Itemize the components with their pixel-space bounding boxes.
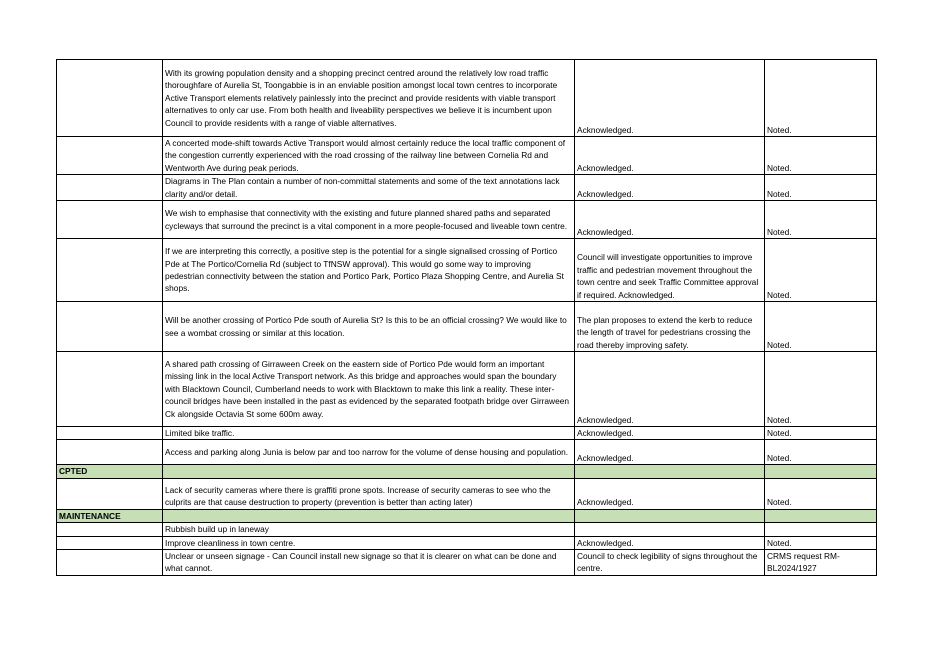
comment-cell: Access and parking along Junia is below par and too narrow for the volume of dense housing and population. xyxy=(163,440,575,465)
table-row xyxy=(57,352,877,427)
comment-cell: Unclear or unseen signage - Can Council install new signage so that it is clearer on what can be done and what cannot. xyxy=(163,550,575,576)
response-cell: Council will investigate opportunities to improve traffic and pedestrian movement throughout the town centre and seek Traffic Committee approval if required. Acknowledged. xyxy=(575,239,765,302)
comment-cell: Will be another crossing of Portico Pde south of Aurelia St? Is this to be an official crossing? We would like to see a wombat crossing or similar at this location. xyxy=(163,302,575,352)
comment-cell: We wish to emphasise that connectivity with the existing and future planned shared paths and separated cycleways that surround the precinct is a vital component in a more people-focused and liveable town centre. xyxy=(163,201,575,239)
table-row xyxy=(57,523,877,536)
table-row xyxy=(57,427,877,440)
response-cell: Acknowledged. xyxy=(575,201,765,239)
action-cell xyxy=(765,523,877,536)
section-fill-cell xyxy=(163,465,575,478)
comment-cell: Rubbish build up in laneway xyxy=(163,523,575,536)
section-fill-cell xyxy=(765,509,877,522)
table-row xyxy=(57,60,877,137)
response-cell: Acknowledged. xyxy=(575,60,765,137)
response-cell: Acknowledged. xyxy=(575,352,765,427)
category-cell xyxy=(57,427,163,440)
response-cell: Acknowledged. xyxy=(575,478,765,509)
comment-cell: A shared path crossing of Girraween Creek on the eastern side of Portico Pde would form an important missing link in the local Active Transport network. As this bridge and approaches would span the boundary with Blacktown Council, Cumberland needs to work with Blacktown to make this link a reality. These inter-council bridges have been installed in the past as evidenced by the separated footpath bridge over Girraween Ck alongside Octavia St some 600m away. xyxy=(163,352,575,427)
action-cell: Noted. xyxy=(765,440,877,465)
submissions-table xyxy=(56,59,877,576)
action-cell: CRMS request RM-BL2024/1927 xyxy=(765,550,877,576)
category-cell xyxy=(57,536,163,549)
action-cell: Noted. xyxy=(765,352,877,427)
section-label: MAINTENANCE xyxy=(57,509,163,522)
action-cell: Noted. xyxy=(765,536,877,549)
category-cell xyxy=(57,440,163,465)
response-cell: Acknowledged. xyxy=(575,427,765,440)
comment-cell: Improve cleanliness in town centre. xyxy=(163,536,575,549)
section-fill-cell xyxy=(765,465,877,478)
section-label: CPTED xyxy=(57,465,163,478)
comment-cell: A concerted mode-shift towards Active Transport would almost certainly reduce the local traffic component of the congestion currently experienced with the road crossing of the railway line between Cornelia Rd and Wentworth Ave during peak periods. xyxy=(163,137,575,175)
category-cell xyxy=(57,302,163,352)
table-row xyxy=(57,137,877,175)
section-fill-cell xyxy=(163,509,575,522)
action-cell: Noted. xyxy=(765,302,877,352)
category-cell xyxy=(57,175,163,201)
table-row xyxy=(57,302,877,352)
section-fill-cell xyxy=(575,509,765,522)
section-header-row xyxy=(57,509,877,522)
response-cell: Acknowledged. xyxy=(575,137,765,175)
category-cell xyxy=(57,201,163,239)
comment-cell: Limited bike traffic. xyxy=(163,427,575,440)
section-header-row xyxy=(57,465,877,478)
category-cell xyxy=(57,478,163,509)
table-row xyxy=(57,175,877,201)
table-row xyxy=(57,201,877,239)
category-cell xyxy=(57,352,163,427)
response-cell xyxy=(575,523,765,536)
response-cell: Acknowledged. xyxy=(575,440,765,465)
comment-cell: If we are interpreting this correctly, a positive step is the potential for a single signalised crossing of Portico Pde at The Portico/Cornelia Rd (subject to TfNSW approval). This would go some way to improving pedestrian connectivity between the station and Portico Park, Portico Plaza Shopping Centre, and Aurelia St shops. xyxy=(163,239,575,302)
comment-cell: Lack of security cameras where there is graffiti prone spots. Increase of security cameras to see who the culprits are that cause destruction to property (prevention is better than acting later) xyxy=(163,478,575,509)
table-row xyxy=(57,239,877,302)
section-fill-cell xyxy=(575,465,765,478)
action-cell: Noted. xyxy=(765,478,877,509)
action-cell: Noted. xyxy=(765,239,877,302)
table-row xyxy=(57,440,877,465)
action-cell: Noted. xyxy=(765,175,877,201)
action-cell: Noted. xyxy=(765,137,877,175)
comment-cell: With its growing population density and a shopping precinct centred around the relatively low road traffic thoroughfare of Aurelia St, Toongabbie is in an enviable position amongst local town centres to incorporate Active Transport elements relatively painlessly into the precinct and provide residents with viable transport alternatives to only car use. From both health and liveability perspectives we believe it is incumbent upon Council to provide residents with a range of viable alternatives. xyxy=(163,60,575,137)
category-cell xyxy=(57,239,163,302)
category-cell xyxy=(57,137,163,175)
table-row xyxy=(57,478,877,509)
action-cell: Noted. xyxy=(765,60,877,137)
action-cell: Noted. xyxy=(765,427,877,440)
response-cell: Acknowledged. xyxy=(575,536,765,549)
category-cell xyxy=(57,523,163,536)
table-row xyxy=(57,550,877,576)
comment-cell: Diagrams in The Plan contain a number of non-committal statements and some of the text annotations lack clarity and/or detail. xyxy=(163,175,575,201)
category-cell xyxy=(57,60,163,137)
action-cell: Noted. xyxy=(765,201,877,239)
category-cell xyxy=(57,550,163,576)
response-cell: Acknowledged. xyxy=(575,175,765,201)
response-cell: The plan proposes to extend the kerb to reduce the length of travel for pedestrians crossing the road thereby improving safety. xyxy=(575,302,765,352)
table-row xyxy=(57,536,877,549)
response-cell: Council to check legibility of signs throughout the centre. xyxy=(575,550,765,576)
